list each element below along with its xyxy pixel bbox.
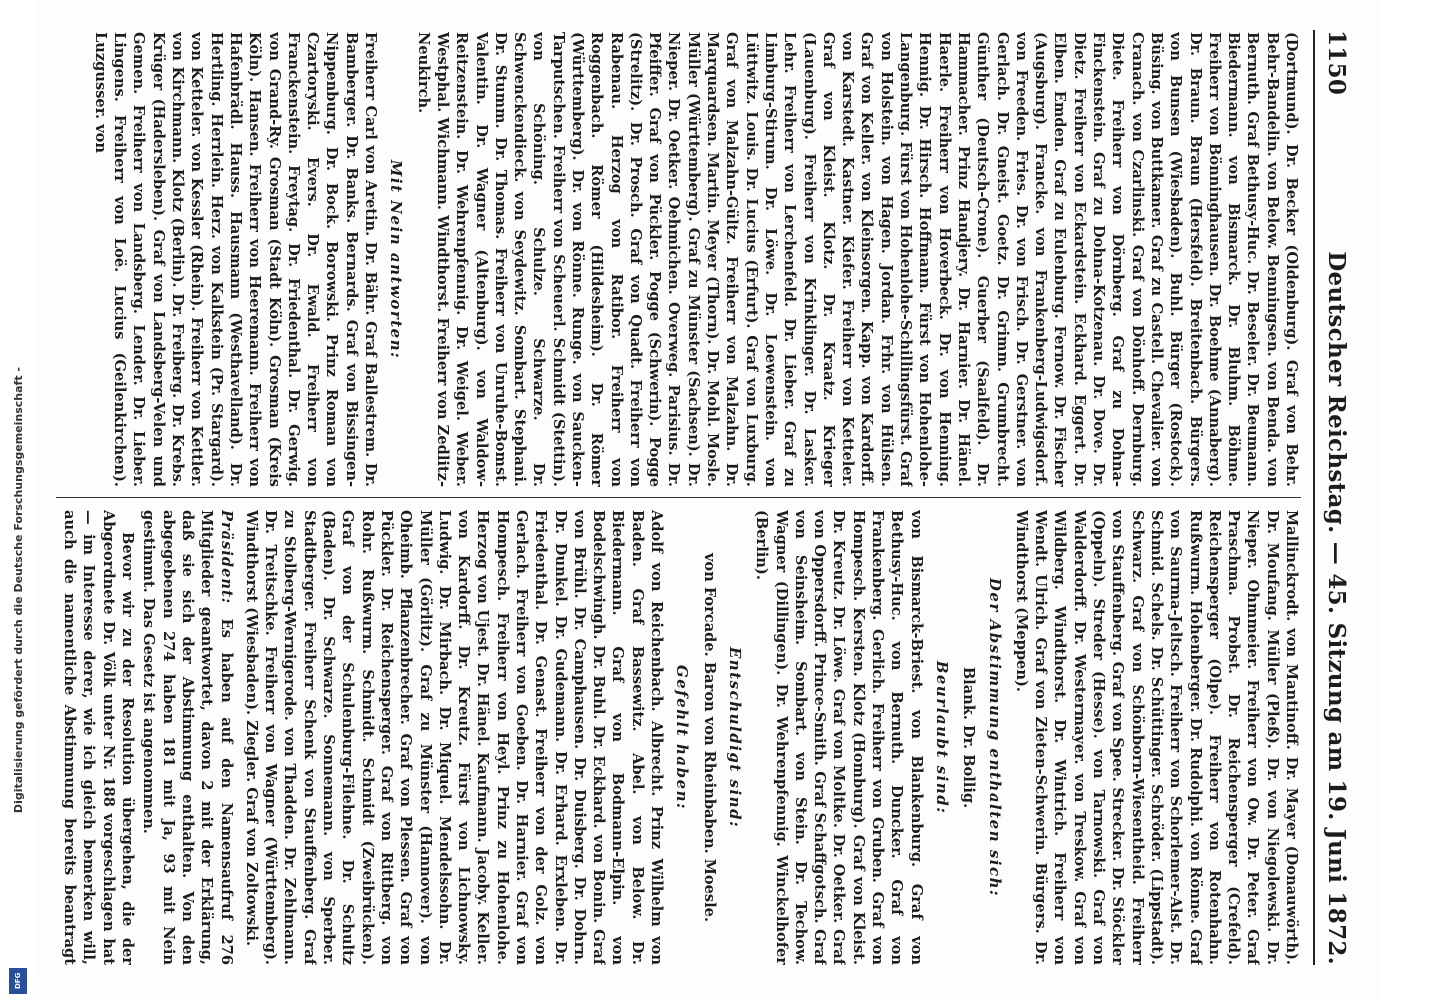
no-vote-list: Freiherr Carl von Aretin. Dr. Bähr. Graf Ballestrem. Dr. Bamberger. Dr. Banks. Bernards. Graf von Bissingen-Nippenburg. Dr. Bock. Borowski. Prinz Roman von Czartoryski. Evers. Dr. Ewald. Freiherr von Franckenstein. Freytag. Dr. Friedenthal. Dr. Gerwig. von Grand-Ry. Grosman (Stadt Köln). Grosman (Kreis Köln). Hansen. Freiherr von Heeremann. Freiherr von Hafenbrädl. Hauss. Hausmann (Westhavelland). Dr. Hertling. Herrlein. Herz. von Kalkstein (Pr. Stargard). von Ketteler. von Kessler (Rhein). Freiherr von Kettler. von Kirchmann. Klotz (Berlin). Dr. Freiberg. Dr. Krebs. Krüger (Hadersleben). Graf von Landsberg-Velen und Gemen. Freiherr von Landsberg. Lender. Dr. Lieber. Lingens. Freiherr von Loë. Lucius (Geilenkirchen). Luzgusser. von bbox=[91, 32, 380, 487]
president-statement bbox=[139, 510, 235, 965]
page-number: 1150 bbox=[1323, 30, 1350, 96]
excused-heading: Entschuldigt sind: bbox=[725, 646, 744, 829]
dfg-logo-icon: DFG bbox=[9, 968, 27, 994]
president-text: Es haben auf den Namensaufruf 276 Mitglieder geantwortet, davon 2 mit der Erklärung, daß sie sich der Abstimmung enthalten. Von den abgegebenen 274 haben 181 mit Ja, 93 mit Nein gestimmt. Das Gesetz ist angenommen. bbox=[140, 510, 235, 965]
scan-footer bbox=[0, 0, 36, 1000]
rotated-document-page bbox=[36, 0, 1381, 1000]
missing-list: Adolf von Reichenbach. Albrecht. Prinz Wilhelm von Baden. Graf Bassewitz. Abel. von Below. Dr. Biedermann. Graf von Bodmann-Elpin. von Bodelschwingh. Dr. Buhl. Dr. Eckhard. von Bonin. Graf von Brühl. Dr. Camphausen. Dr. Duisberg. Dr. Dohrn. Dr. Dunkel. Dr. Gudemann. Dr. Erhard. Erxleben. Dr. Friedenthal. Dr. Genast. Freiherr von der Golz. von Gerlach. Freiherr von Goeben. Dr. Harnier. Graf von Hompesch. Freiherr von Heyl. Prinz zu Hohenlohe. Herzog von Ujest. Dr. Hänel. Kaufmann. Jacoby. Keller. von Kardorff. Dr. Kreutz. Fürst von Lichnowsky. Ludwig. Dr. Mirbach. Dr. Miquel. Mendelssohn. Dr. Müller (Görlitz). Graf zu Münster (Hannover). von Oheimb. Pflanzenbrecher. Graf von Plessen. Graf von Pückler. Dr. Reichensperger. Graf von Rittberg. von Rohr. Rußwurm. Schmidt. Schmidt (Zweibrücken). Graf von der Schulenburg-Filehne. Dr. Schultz (Baden). Dr. Schwarze. Sonnemann. von Sperber. Stadtberger. Freiherr Schenk von Stauffenberg. Graf zu Stolberg-Wernigerode. von Thadden. Dr. Zehlmann. Dr. Treitschke. Freiherr von Wagner (Württemberg). Windthorst (Wiesbaden). Ziegler. Graf von Zoltowski. bbox=[242, 510, 666, 965]
motion-paragraph: Bevor wir zu der Resolution übergehen, die der Abgeordnete Dr. Völk unter Nr. 188 vorgeschlagen hat — im Interesse derer, wie ich gleich bemerken will, auch die namentliche Abstimmung bereits beantragt bbox=[61, 510, 137, 965]
header-rule bbox=[1313, 30, 1315, 965]
absent-heading: Beurlaubt sind: bbox=[932, 660, 951, 815]
missing-heading: Gefehlt haben: bbox=[673, 664, 692, 811]
no-vote-list-continued: Mallinckrodt. von Mantinoff. Dr. Mayer (Donauwörth). Dr. Moufang. Müller (Pleß). Dr. von Niegolewski. Dr. Nieper. Ohmmeier. Freiherr von Ow. Dr. Peter. Graf Praschma. Probst. Dr. Reichensperger (Crefeld). Reichensperger (Olpe). Freiherr von Rotenhahn. Rußwurm. Hohenberger. Dr. Rudolphi. von Rönne. Graf von Saurma-Jeltsch. Freiherr von Schorlemer-Alst. Dr. Schmid. Schels. Dr. Schüttinger. Schröder. (Lippstadt). Schwarz. Graf von Schönborn-Wiesentheid. Freiherr von Stauffenberg. Graf von Spee. Strecker. Dr. Stöckler (Oppeln). Streder (Hesse). von Tarnowski. Graf von Walderdorff. Dr. Westermayer. von Treskow. Graf von Wildberg. Windthorst. Dr. Wintrich. Freiherr von Wendt. Ulrich. Graf von Zieten-Schwerin. Bürgers. Dr. Windthorst (Meppen). bbox=[1012, 510, 1300, 965]
left-column bbox=[61, 32, 1301, 487]
president-label: Präsident: bbox=[217, 510, 235, 605]
right-column bbox=[61, 510, 1301, 965]
nein-heading: Mit Nein antworten: bbox=[387, 159, 406, 360]
abstain-heading: Der Abstimmung enthalten sich: bbox=[985, 577, 1004, 898]
column-divider bbox=[56, 497, 1301, 498]
yes-vote-list: (Dortmund). Dr. Becker (Oldenburg). Graf von Behr. Behr-Bandelin. von Below. Benningsen. von Benda. von Bernuth. Graf Bethusy-Huc. Dr. Beseler. Dr. Beumann. Biedermann. von Bismarck. Dr. Bluhm. Böhme. Freiherr von Bönninghausen. Dr. Boehme (Annaberg). Dr. Braun. Braun (Hersfeld). Breitenbach. Bürgers. von Bunsen (Wiesbaden). Buhl. Bürger (Rostock). Büsing. von Buttkamer. Graf zu Castell. Chevalier. von Cranach. von Czarlinski. Graf von Dönhoff. Dernburg. Diete. Freiherr von Dörnberg. Graf zu Dohna-Finckenstein. Graf zu Dohna-Kotzenau. Dr. Dove. Dr. Dietz. Freiherr von Eckardstein. Eckhard. Eggert. Dr. Elben. Emden. Graf zu Eulenburg. Fernow. Dr. Fischer (Augsburg). Francke. von Frankenberg-Ludwigsdorf. von Freeden. Fries. Dr. von Frisch. Dr. Gerstner. von Gerlach. Dr. Gneist. Goetz. Dr. Grimm. Grumbrecht. Günther (Deutsch-Crone). Guerber (Saalfeld). Dr. Hammacher. Prinz Handjery. Dr. Harnier. Dr. Hänel. Haerle. Freiherr von Hoverbeck. Dr. von Henning. Hennig. Dr. Hirsch. Hoffmann. Fürst von Hohenlohe-Langenburg. Fürst von Hohenlohe-Schillingsfürst. Graf von Holstein. von Hagen. Jordan. Frhr. von Hülsen. Graf von Keller. von Kleinsorgen. Kapp. von Kardorff. von Karstedt. Kastner. Kiefer. Freiherr von Ketteler. Graf von Kleist. Klotz. Dr. Kraatz. Krieger (Lauenburg). Freiherr von Krinklinger. Dr. Lasker. Lehr. Freiherr von Lerchenfeld. Dr. Lieber. Graf zu Limburg-Stirum. Dr. Löwe. Dr. Loewenstein. von Lüttwitz. Louis. Dr. Lucius (Erfurt). Graf von Luxburg. Graf von Malzahn-Gültz. Freiherr von Malzahn. Dr. Marquardsen. Martin. Meyer (Thorn). Dr. Mohl. Mosle. Müller (Württemberg). Graf zu Münster (Sachsen). Dr. Nieper. Dr. Oetker. Oehmichen. Overweg. Parisius. Dr. Pfeiffer. Graf von Pückler. Pogge (Schwerin). Pogge (Strelitz). Dr. Prosch. Graf von Quadt. Freiherr von Rabenau. Herzog von Ratibor. Freiherr von Roggenbach. Römer (Hildesheim). Dr. Römer (Württemberg). Dr. von Rönne. Runge. von Saucken-Tarputschen. Freiherr von Scheuerl. Schmidt (Stettin). von Schöning. Schulze. Schwarze. Dr. Schwenckendieck. von Seydewitz. Sombart. Stephani. Dr. Stumm. Dr. Thomas. Freiherr von Unruhe-Bomst. Valentin. Dr. Wagner (Altenburg). von Waldow-Reitzenstein. Dr. Wehrenpfennig. Dr. Weigel. Weber. Westphal. Wichmann. Windthorst. Freiherr von Zedlitz-Neukirch. bbox=[414, 32, 1300, 487]
journal-title: Deutscher Reichstag. — 45. Sitzung am 19. Juni 1872. bbox=[1323, 251, 1350, 965]
abstain-names: Blank. Dr. Bollig. bbox=[960, 666, 978, 809]
funding-notice: Digitalisierung gefördert durch die Deutsche Forschungsgemeinschaft - bbox=[11, 366, 25, 814]
page-header bbox=[1323, 30, 1363, 965]
excused-names: von Forcade. Baron von Rheinbaben. Moesle. bbox=[700, 552, 718, 923]
absent-list: von Bismarck-Briest. von Blankenburg. Graf von Bethusy-Huc. von Bernuth. Duncker. Graf von Frankenberg. Gerlich. Freiherr von Gruben. Graf von Hompesch. Kersten. Klotz (Homburg). Graf von Kleist. Dr. Kreutz. Dr. Löwe. Graf von Moltke. Dr. Oetker. Graf von Oppersdorff. Prince-Smith. Graf Schaffgotsch. Graf von Seinsheim. Sombart. von Stein. Dr. Techow. Wagner (Dillingen). Dr. Wehrenpfennig. Winckelhofer (Berlin). bbox=[753, 510, 925, 965]
